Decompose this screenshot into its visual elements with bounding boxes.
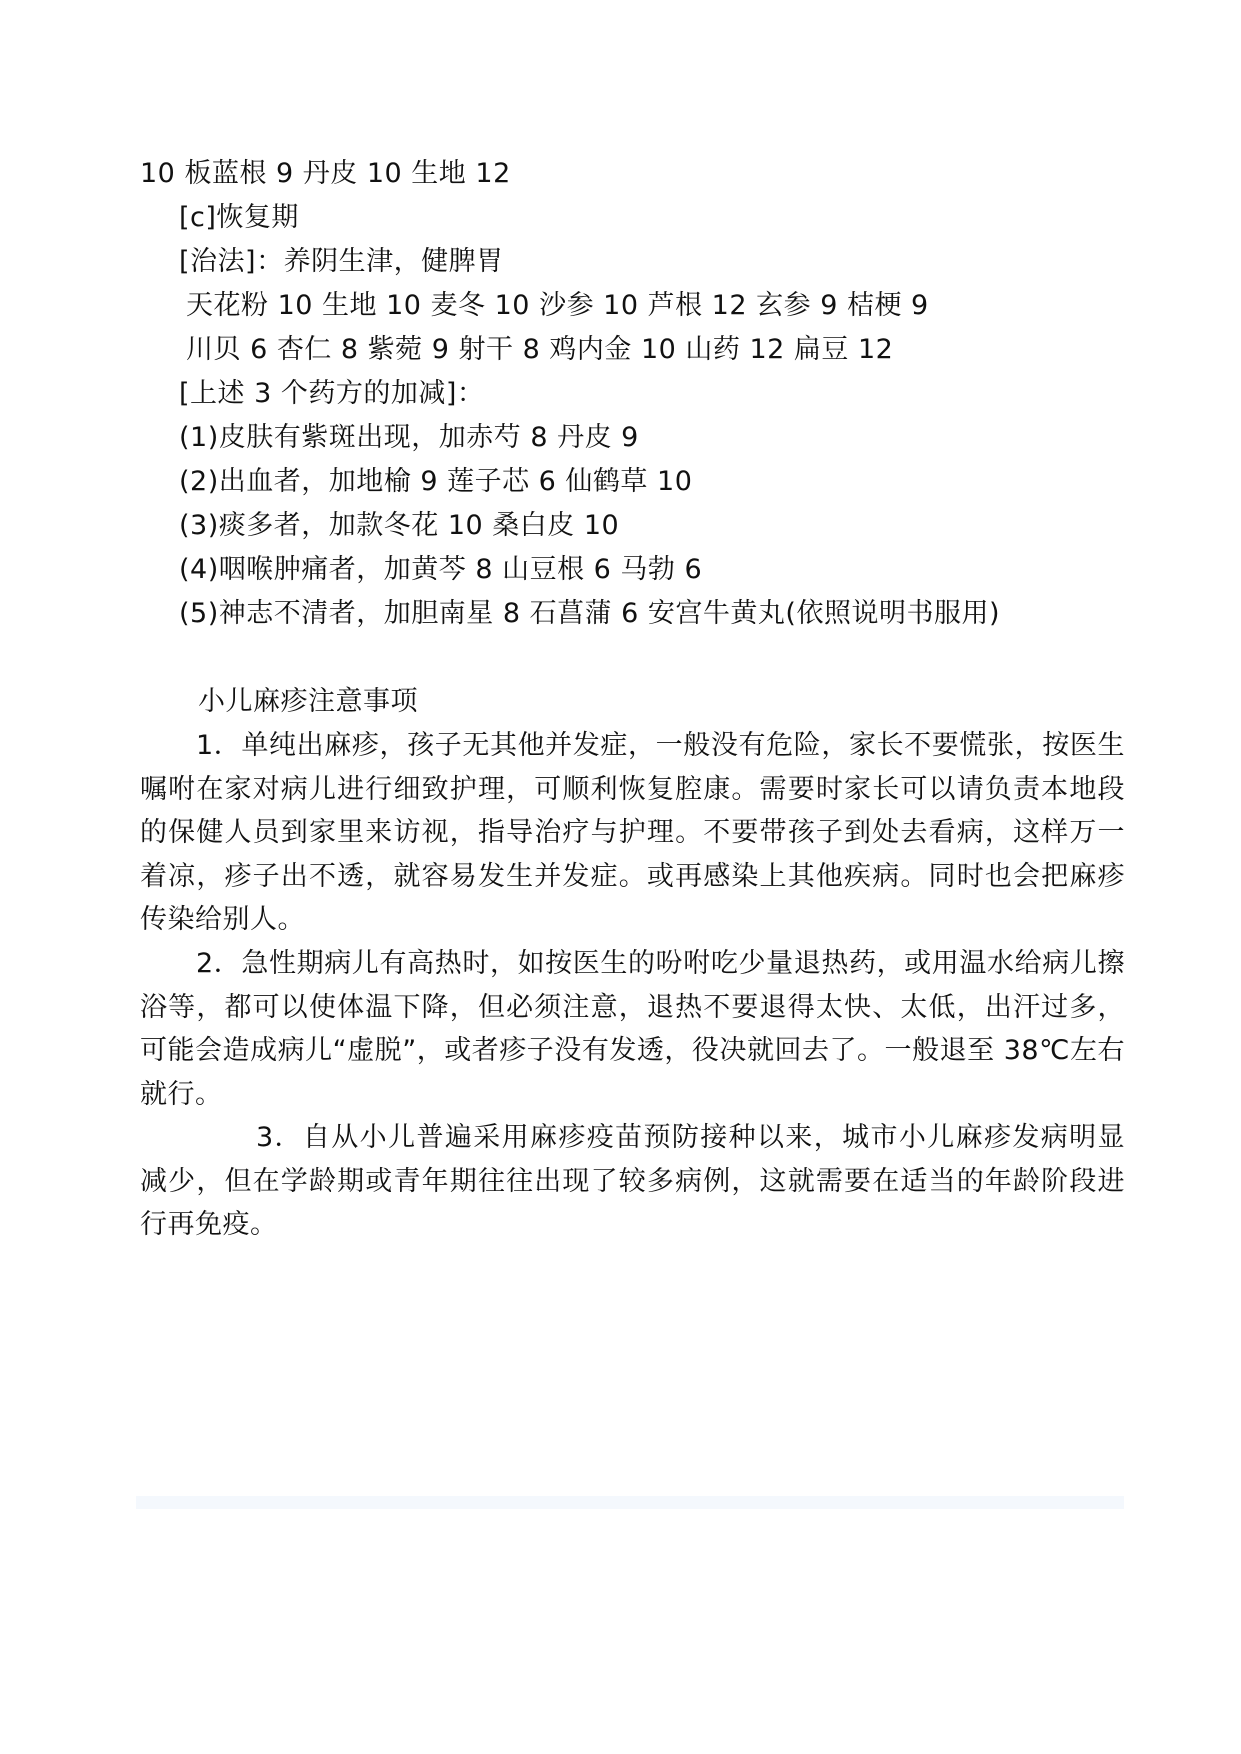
- treatment-method: [治法]：养阴生津，健脾胃: [179, 246, 504, 277]
- notes-paragraph-3: 3．自从小儿普遍采用麻疹疫苗预防接种以来，城市小儿麻疹发病明显减少，但在学龄期或青年期往往出现了较多病例，这就需要在适当的年龄阶段进行再免疫。: [140, 1122, 1125, 1240]
- modification-heading: [上述 3 个药方的加减]：: [179, 378, 485, 409]
- notes-title: 小儿麻疹注意事项: [198, 686, 418, 717]
- modification-item-4: (4)咽喉肿痛者，加黄芩 8 山豆根 6 马勃 6: [179, 554, 703, 585]
- footer-band: [136, 1496, 1124, 1509]
- notes-paragraph-1: 1．单纯出麻疹，孩子无其他并发症，一般没有危险，家长不要慌张，按医生嘱咐在家对病儿进行细致护理，可顺利恢复腔康。需要时家长可以请负责本地段的保健人员到家里来访视，指导治疗与护理。不要带孩子到处去看病，这样万一着凉，疹子出不透，就容易发生并发症。或再感染上其他疾病。同时也会把麻疹传染给别人。: [140, 730, 1125, 935]
- prescription-line-2: 川贝 6 杏仁 8 紫菀 9 射干 8 鸡内金 10 山药 12 扁豆 12: [186, 334, 894, 365]
- modification-item-5: (5)神志不清者，加胆南星 8 石菖蒲 6 安宫牛黄丸(依照说明书服用): [179, 598, 1000, 629]
- stage-heading-recovery: [c]恢复期: [179, 202, 299, 233]
- prescription-line-continued: 10 板蓝根 9 丹皮 10 生地 12: [140, 158, 511, 189]
- modification-item-2: (2)出血者，加地榆 9 莲子芯 6 仙鹤草 10: [179, 466, 693, 497]
- prescription-line-1: 天花粉 10 生地 10 麦冬 10 沙参 10 芦根 12 玄参 9 桔梗 9: [186, 290, 929, 321]
- notes-paragraph-2: 2．急性期病儿有高热时，如按医生的吩咐吃少量退热药，或用温水给病儿擦浴等，都可以使体温下降，但必须注意，退热不要退得太快、太低，出汗过多，可能会造成病儿“虚脱”，或者疹子没有发透，役决就回去了。一般退至 38℃左右就行。: [140, 948, 1125, 1110]
- modification-item-1: (1)皮肤有紫斑出现，加赤芍 8 丹皮 9: [179, 422, 639, 453]
- modification-item-3: (3)痰多者，加款冬花 10 桑白皮 10: [179, 510, 620, 541]
